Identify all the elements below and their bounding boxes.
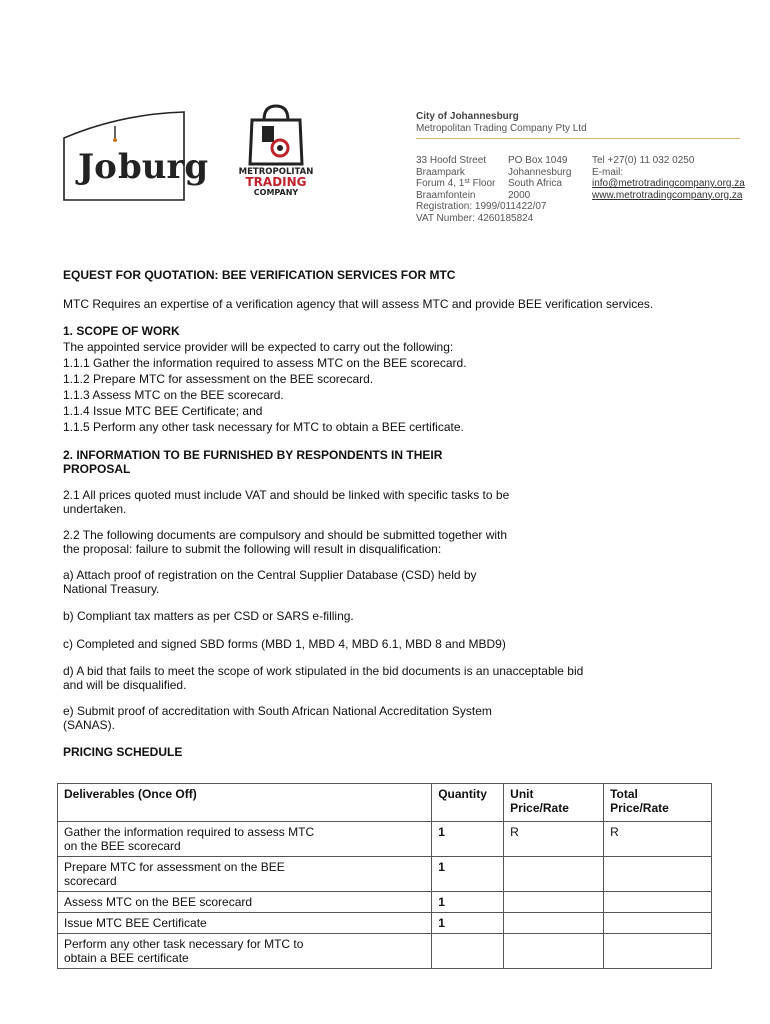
address-line: South Africa: [508, 178, 562, 189]
unit-price-cell[interactable]: [504, 913, 604, 934]
website-link[interactable]: www.metrotradingcompany.org.za: [592, 189, 743, 201]
address-line: 2000: [508, 189, 531, 201]
deliverable-cell: [58, 822, 432, 857]
header-deliverables: Deliverables (Once Off): [58, 784, 432, 822]
scope-item: 1.1.2 Prepare MTC for assessment on the BEE scorecard.: [63, 372, 374, 386]
deliverable-cell: Issue MTC BEE Certificate: [58, 913, 432, 934]
scope-item: 1.1.4 Issue MTC BEE Certificate; and: [63, 404, 263, 418]
mtc-logo-line2: TRADING: [245, 175, 307, 189]
pricing-heading: PRICING SCHEDULE: [63, 745, 183, 759]
address-line: Braampark: [416, 166, 465, 178]
email-label: E-mail:: [592, 166, 624, 178]
header-unit-price: [504, 784, 604, 822]
requirement-c: c) Completed and signed SBD forms (MBD 1, MBD 4, MBD 6.1, MBD 8 and MBD9): [63, 637, 506, 651]
letterhead: [416, 111, 746, 224]
table-row: [58, 934, 712, 969]
cell-text: Prepare MTC for assessment on the BEE: [64, 860, 285, 874]
table-row: [58, 892, 712, 913]
quantity-cell: [432, 934, 504, 969]
address-line: Forum 4, 1st Floor: [416, 178, 496, 189]
svg-text:burg: burg: [118, 147, 209, 187]
company-name: Metropolitan Trading Company Pty Ltd: [416, 122, 587, 134]
paragraph-2-2: [63, 528, 723, 556]
table-row: [58, 857, 712, 892]
total-price-cell[interactable]: [604, 892, 712, 913]
total-price-cell[interactable]: [604, 857, 712, 892]
total-price-cell[interactable]: [604, 934, 712, 969]
quantity-cell: 1: [432, 913, 504, 934]
pricing-table: [57, 783, 712, 969]
text-line: e) Submit proof of accreditation with South African National Accreditation System: [63, 704, 492, 718]
header-text: Price/Rate: [610, 801, 669, 815]
table-header-row: [58, 784, 712, 822]
mtc-logo-line3: COMPANY: [253, 188, 299, 197]
org-name: City of Johannesburg: [416, 111, 519, 122]
intro-paragraph: MTC Requires an expertise of a verification agency that will assess MTC and provide BEE verification services.: [63, 297, 654, 311]
quantity-cell: 1: [432, 822, 504, 857]
letterhead-divider: [416, 138, 740, 139]
text-line: 2.2 The following documents are compulsory and should be submitted together with: [63, 528, 508, 542]
telephone: Tel +27(0) 11 032 0250: [592, 155, 695, 166]
address-line: PO Box 1049: [508, 155, 568, 166]
total-price-cell[interactable]: [604, 913, 712, 934]
email-link[interactable]: info@metrotradingcompany.org.za: [592, 178, 745, 189]
unit-price-cell[interactable]: R: [504, 822, 604, 857]
text-line: the proposal: failure to submit the following will result in disqualification:: [63, 542, 442, 556]
scope-heading: 1. SCOPE OF WORK: [63, 324, 180, 338]
cell-text: obtain a BEE certificate: [64, 951, 189, 965]
joburg-logo: [60, 108, 209, 204]
text-line: d) A bid that fails to meet the scope of work stipulated in the bid documents is an unacceptable bid: [63, 664, 584, 678]
svg-text:Jo: Jo: [78, 147, 117, 187]
unit-price-cell[interactable]: [504, 857, 604, 892]
requirement-b: b) Compliant tax matters as per CSD or SARS e-filling.: [63, 609, 354, 623]
deliverable-cell: Assess MTC on the BEE scorecard: [58, 892, 432, 913]
requirement-d: [63, 664, 723, 692]
table-row: [58, 822, 712, 857]
unit-price-cell[interactable]: [504, 934, 604, 969]
info-heading-line: 2. INFORMATION TO BE FURNISHED BY RESPONDENTS IN THEIR: [63, 448, 443, 462]
contact-details: [592, 155, 745, 201]
cell-text: Gather the information required to assess MTC: [64, 825, 315, 839]
scope-item: 1.1.1 Gather the information required to assess MTC on the BEE scorecard.: [63, 356, 467, 370]
deliverable-cell: [58, 857, 432, 892]
header-text: Unit: [510, 787, 534, 801]
text-line: (SANAS).: [63, 718, 116, 732]
quantity-cell: 1: [432, 857, 504, 892]
header-quantity: Quantity: [432, 784, 504, 822]
total-price-cell[interactable]: R: [604, 822, 712, 857]
scope-item: 1.1.3 Assess MTC on the BEE scorecard.: [63, 388, 284, 402]
requirement-e: [63, 704, 723, 732]
document-body: [63, 267, 723, 760]
deliverable-cell: [58, 934, 432, 969]
text-line: a) Attach proof of registration on the Central Supplier Database (CSD) held by: [63, 568, 477, 582]
address-line: Johannesburg: [508, 166, 572, 178]
info-heading-line: PROPOSAL: [63, 462, 131, 476]
header-text: Price/Rate: [510, 801, 569, 815]
document-title: EQUEST FOR QUOTATION: BEE VERIFICATION SERVICES FOR MTC: [63, 268, 456, 282]
header-text: Total: [610, 787, 638, 801]
text-line: National Treasury.: [63, 582, 160, 596]
header-total-price: [604, 784, 712, 822]
paragraph-2-1: [63, 488, 723, 516]
cell-text: Perform any other task necessary for MTC to: [64, 937, 304, 951]
info-heading: [63, 448, 723, 476]
text-line: and will be disqualified.: [63, 678, 187, 692]
mtc-logo-line1: METROPOLITAN: [238, 167, 314, 177]
address-line: 33 Hoofd Street: [416, 155, 487, 166]
quantity-cell: 1: [432, 892, 504, 913]
table-row: [58, 913, 712, 934]
text-line: undertaken.: [63, 502, 127, 516]
mtc-logo: [240, 104, 312, 196]
registration-number: Registration: 1999/011422/07: [416, 201, 547, 212]
text-line: 2.1 All prices quoted must include VAT and should be linked with specific tasks to be: [63, 488, 510, 502]
scope-lead: The appointed service provider will be expected to carry out the following:: [63, 340, 454, 354]
scope-item: 1.1.5 Perform any other task necessary for MTC to obtain a BEE certificate.: [63, 420, 464, 434]
cell-text: on the BEE scorecard: [64, 839, 181, 853]
unit-price-cell[interactable]: [504, 892, 604, 913]
requirement-a: [63, 568, 723, 596]
postal-address: [508, 155, 571, 201]
vat-number: VAT Number: 4260185824: [416, 212, 534, 224]
cell-text: scorecard: [64, 874, 117, 888]
address-line: Braamfontein: [416, 189, 476, 201]
